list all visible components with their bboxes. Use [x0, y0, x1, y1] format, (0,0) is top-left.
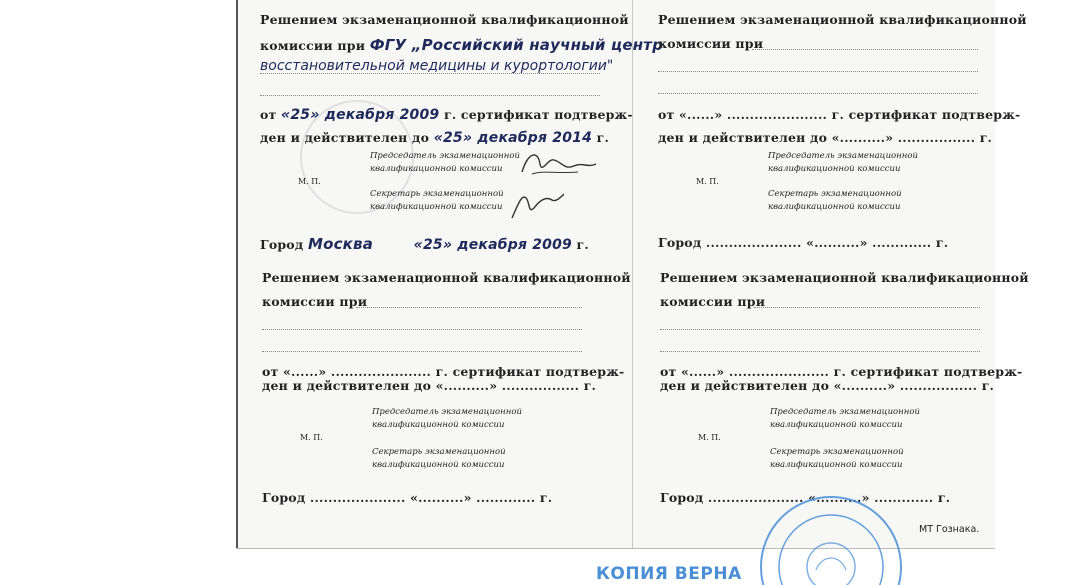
copy-certified-stamp: КОПИЯ ВЕРНА: [596, 564, 742, 584]
chairman-label-2: квалификационной комиссии: [372, 420, 505, 430]
city-line: Город Москва «25» декабря 2009 г.: [260, 235, 589, 253]
from-line: от «......» ...................... г. сертификат подтверж-: [660, 364, 1023, 379]
chairman-label-2: квалификационной комиссии: [370, 164, 503, 174]
city-line: Город ..................... «..........» ............. г.: [660, 490, 951, 505]
chairman-label-1: Председатель экзаменационной: [370, 151, 520, 161]
heading-line1: Решением экзаменационной квалификационной: [262, 270, 631, 285]
dotted-line: [658, 70, 978, 72]
dotted-line: [752, 48, 978, 50]
dotted-line: [260, 94, 600, 96]
dotted-line: [660, 328, 980, 330]
secretary-label-2: квалификационной комиссии: [768, 202, 901, 212]
valid-line: ден и действителен до «..........» ................. г.: [658, 130, 993, 145]
page-fold: [632, 0, 633, 548]
valid-line: ден и действителен до «25» декабря 2014 г.: [260, 130, 610, 146]
seal-label: М. П.: [300, 433, 323, 442]
dotted-line: [754, 306, 980, 308]
secretary-label-2: квалификационной комиссии: [770, 460, 903, 470]
secretary-label-2: квалификационной комиссии: [370, 202, 503, 212]
heading-line2: комиссии при ФГУ „Российский научный центр: [260, 36, 664, 54]
dotted-line: [262, 350, 582, 352]
handwritten-date-until: «25» декабря 2014: [433, 130, 593, 146]
from-line: от «25» декабря 2009 г. сертификат подтверж-: [260, 107, 633, 123]
printer-mark: МТ Гознака.: [919, 524, 980, 535]
handwritten-city: Москва: [307, 235, 374, 253]
city-line: Город ..................... «..........» ............. г.: [262, 490, 553, 505]
heading-line2: комиссии при: [660, 294, 766, 309]
handwritten-city-date: «25» декабря 2009: [413, 237, 572, 253]
chairman-label-1: Председатель экзаменационной: [768, 151, 918, 161]
heading-line1: Решением экзаменационной квалификационной: [660, 270, 1029, 285]
handwritten-institution-1: ФГУ „Российский научный центр: [369, 36, 664, 54]
secretary-label-1: Секретарь экзаменационной: [768, 189, 902, 199]
secretary-label-1: Секретарь экзаменационной: [770, 447, 904, 457]
seal-label: М. П.: [298, 177, 321, 186]
handwritten-institution-2: восстановительной медицины и курортологии": [260, 58, 614, 74]
valid-line: ден и действителен до «..........» ................. г.: [660, 378, 995, 393]
from-line: от «......» ...................... г. сертификат подтверж-: [262, 364, 625, 379]
dotted-line: [660, 350, 980, 352]
heading-line2: комиссии при: [262, 294, 368, 309]
city-line: Город ..................... «..........» ............. г.: [658, 235, 949, 250]
valid-line: ден и действителен до «..........» ................. г.: [262, 378, 597, 393]
heading-line1: Решением экзаменационной квалификационной: [260, 12, 629, 27]
secretary-label-1: Секретарь экзаменационной: [370, 189, 504, 199]
chairman-signature: [518, 144, 598, 184]
chairman-label-2: квалификационной комиссии: [768, 164, 901, 174]
dotted-line: [260, 72, 600, 74]
seal-label: М. П.: [698, 433, 721, 442]
dotted-line: [262, 328, 582, 330]
chairman-label-1: Председатель экзаменационной: [770, 407, 920, 417]
chairman-label-1: Председатель экзаменационной: [372, 407, 522, 417]
dotted-line: [658, 92, 978, 94]
heading-line1: Решением экзаменационной квалификационной: [658, 12, 1027, 27]
secretary-label-1: Секретарь экзаменационной: [372, 447, 506, 457]
heading-line2: комиссии при: [658, 36, 764, 51]
dotted-line: [356, 306, 582, 308]
secretary-signature: [506, 184, 566, 224]
chairman-label-2: квалификационной комиссии: [770, 420, 903, 430]
from-line: от «......» ...................... г. сертификат подтверж-: [658, 107, 1021, 122]
seal-label: М. П.: [696, 177, 719, 186]
handwritten-date-from: «25» декабря 2009: [281, 107, 440, 123]
official-round-seal: [756, 492, 906, 585]
secretary-label-2: квалификационной комиссии: [372, 460, 505, 470]
